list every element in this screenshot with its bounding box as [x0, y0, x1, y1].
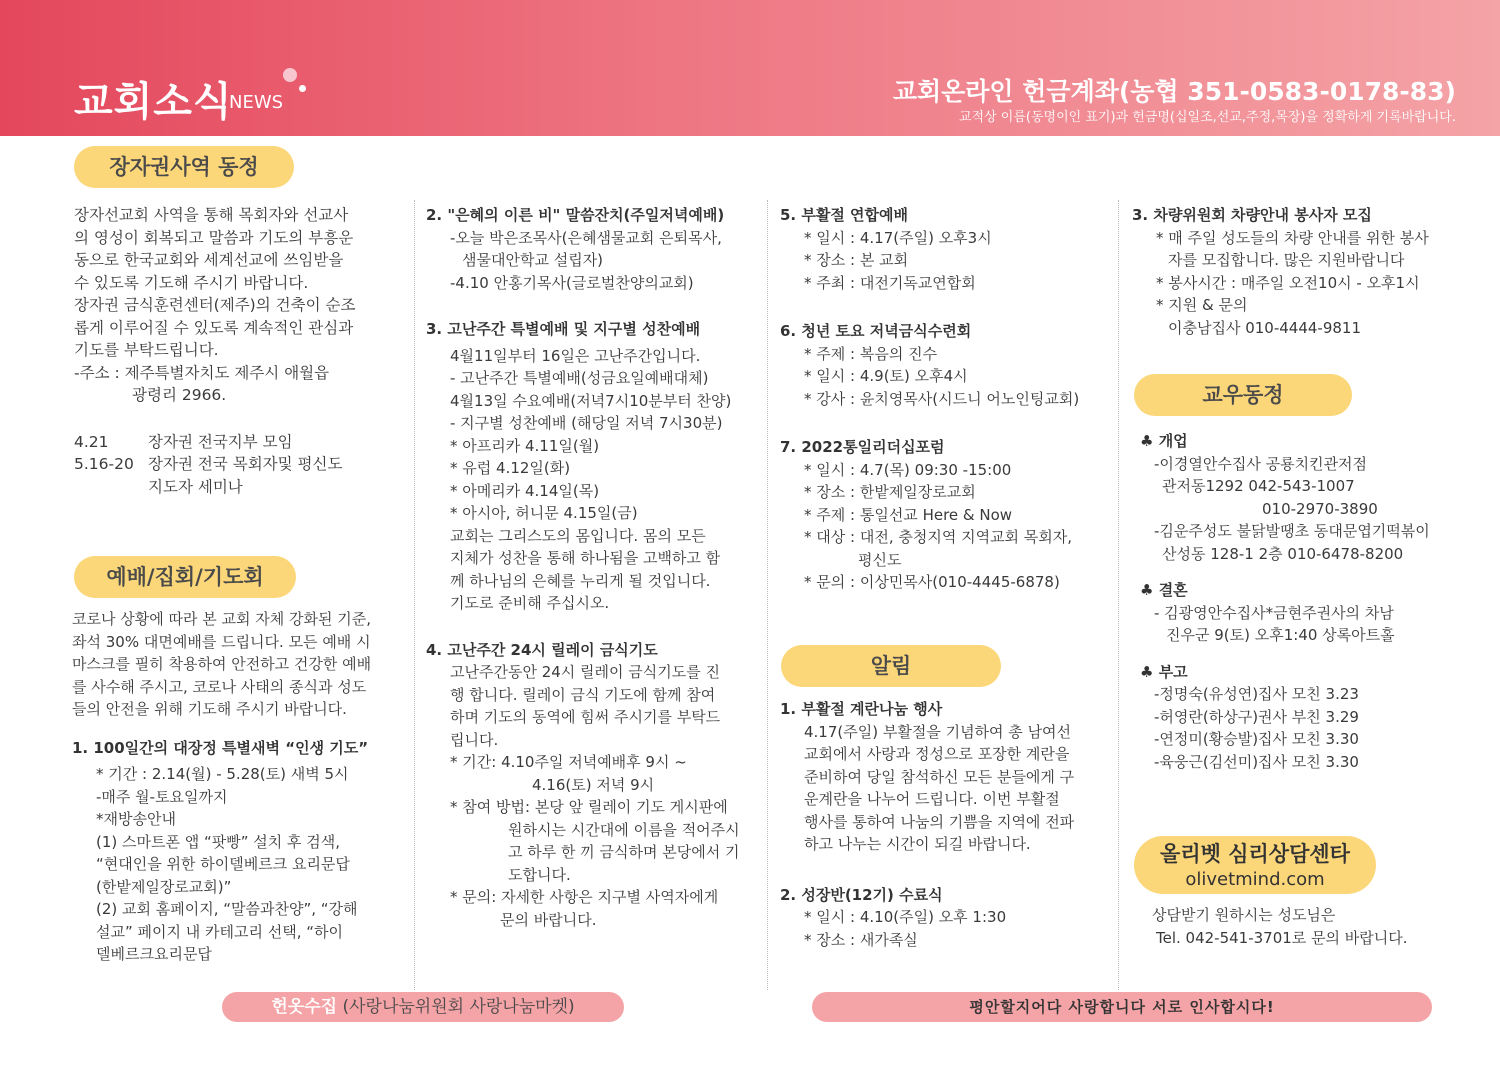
- text-line: 샘물대안학교 설립자): [462, 251, 604, 269]
- text-line: ♣ 개업: [1140, 432, 1188, 450]
- club-icon: ♣: [1140, 662, 1154, 681]
- text-line: - 고난주간 특별예배(성금요일예배대체): [450, 369, 709, 387]
- text-line: - 지구별 성찬예배 (해당일 저녁 7시30분): [450, 414, 723, 432]
- text-line: * 일시 : 4.9(토) 오후4시: [804, 367, 968, 385]
- text-line: 자를 모집합니다. 많은 지원바랍니다: [1168, 251, 1405, 269]
- item-title: 6. 청년 토요 저녁금식수련회: [780, 322, 972, 340]
- text-line: -이경열안수집사 공룡치킨관저점: [1154, 454, 1368, 473]
- text-line: 를 사수해 주시고, 코로나 사태의 종식과 성도: [72, 677, 367, 696]
- text-line: 4월11일부터 16일은 고난주간입니다.: [450, 346, 701, 365]
- greeting-banner: 평안할지어다 사랑합니다 서로 인사합시다!: [812, 992, 1432, 1022]
- text-line: (2) 교회 홈페이지, “말씀과찬양”, “강해: [96, 900, 358, 918]
- text-line: 좌석 30% 대면예배를 드립니다. 모든 예배 시: [72, 632, 371, 651]
- notice-section: [780, 698, 1116, 951]
- text-line: * 장소 : 한밭제일장로교회: [804, 483, 976, 501]
- item-title: 1. 부활절 계란나눔 행사: [780, 700, 943, 718]
- text-line: * 일시 : 4.10(주일) 오후 1:30: [804, 908, 1007, 926]
- text-line: -주소 : 제주특별자치도 제주시 애월읍: [74, 363, 330, 382]
- event-row: 5.16-20 장자권 전국 목회자및 평신도: [74, 455, 343, 473]
- text-line: 산성동 128-1 2층 010-6478-8200: [1162, 544, 1404, 563]
- text-line: 고난주간동안 24시 릴레이 금식기도를 진: [450, 663, 721, 681]
- event-row: 지도자 세미나: [148, 477, 243, 496]
- text-line: 하며 기도의 동역에 힘써 주시기를 부탁드: [450, 708, 721, 726]
- column-divider: [414, 200, 415, 990]
- counseling-center-badge: [1134, 836, 1376, 894]
- counseling-center-url: olivetmind.com: [1185, 869, 1325, 890]
- text-line: * 주제 : 통일선교 Here & Now: [804, 505, 1013, 524]
- members-section: [1140, 430, 1476, 773]
- clothes-collection-highlight: 헌옷수집: [271, 997, 338, 1017]
- text-line: 진우군 9(토) 오후1:40 상록아트홀: [1166, 626, 1395, 644]
- text-line: -육웅근(김선미)집사 모친 3.30: [1154, 752, 1359, 771]
- item-title: 5. 부활절 연합예배: [780, 206, 909, 224]
- text-line: ♣ 부고: [1140, 662, 1188, 681]
- text-line: * 유럽 4.12일(화): [450, 459, 571, 477]
- text-line: 기도로 준비해 주십시오.: [450, 594, 610, 612]
- text-line: 의 영성이 회복되고 말씀과 기도의 부흥운: [74, 228, 354, 247]
- text-line: 설교” 페이지 내 카테고리 선택, “하이: [96, 922, 344, 941]
- text-line: * 문의 : 이상민목사(010-4445-6878): [804, 573, 1060, 591]
- text-line: * 기간: 4.10주일 저녁예배후 9시 ~: [450, 753, 687, 771]
- text-line: 델베르크요리문답: [96, 945, 212, 963]
- text-line: 평신도: [858, 550, 902, 569]
- counseling-center-name: 올리벳 심리상담센타: [1160, 842, 1350, 866]
- text-line: 4.16(토) 저녁 9시: [532, 775, 655, 794]
- page-subtitle: NEWS: [229, 92, 284, 113]
- text-line: 행 합니다. 릴레이 금식 기도에 함께 참여: [450, 685, 716, 704]
- text-line: 이충남집사 010-4444-9811: [1168, 318, 1362, 337]
- text-line: * 아프리카 4.11일(월): [450, 436, 600, 455]
- club-icon: ♣: [1140, 432, 1154, 450]
- clothes-collection-banner: [222, 992, 624, 1022]
- text-line: * 지원 & 문의: [1156, 296, 1248, 314]
- text-line: * 참여 방법: 본당 앞 릴레이 기도 게시판에: [450, 798, 728, 816]
- item-title: 2. 성장반(12기) 수료식: [780, 885, 943, 904]
- offering-account: 교회온라인 헌금계좌(농협 351-0583-0178-83): [892, 77, 1456, 106]
- text-line: * 문의: 자세한 사항은 지구별 사역자에게: [450, 888, 719, 906]
- header-banner: [0, 0, 1500, 136]
- column-divider: [767, 200, 768, 990]
- counseling-info: [1152, 904, 1472, 949]
- text-line: 마스크를 필히 착용하여 안전하고 건강한 예배: [72, 655, 372, 673]
- item-title: 7. 2022통일리더십포럼: [780, 438, 945, 456]
- text-line: 상담받기 원하시는 성도님은: [1152, 906, 1336, 924]
- text-line: * 일시 : 4.7(목) 09:30 -15:00: [804, 460, 1012, 479]
- section-heading-members: 교우동정: [1134, 374, 1352, 416]
- text-line: * 대상 : 대전, 충청지역 지역교회 목회자,: [804, 528, 1073, 546]
- text-line: * 장소 : 새가족실: [804, 930, 918, 949]
- decor-dot-small-icon: [299, 85, 306, 92]
- text-line: 롭게 이루어질 수 있도록 계속적인 관심과: [74, 318, 354, 337]
- text-line: 들의 안전을 위해 기도해 주시기 바랍니다.: [72, 700, 347, 718]
- section-heading-jangja: 장자권사역 동정: [74, 146, 294, 188]
- offering-note: 교적상 이름(동명이인 표기)과 헌금명(십일조,선교,주정,목장)을 정확하게 기록바랍니다.: [958, 110, 1456, 125]
- section-heading-worship: 예배/집회/기도회: [74, 556, 296, 598]
- text-line: * 아메리카 4.14일(목): [450, 481, 600, 500]
- text-line: ♣ 결혼: [1140, 581, 1188, 599]
- text-line: -오늘 박은조목사(은혜샘물교회 은퇴목사,: [450, 228, 722, 247]
- text-line: 고 하루 한 끼 금식하며 본당에서 기: [508, 843, 740, 861]
- text-line: * 기간 : 2.14(월) - 5.28(토) 새벽 5시: [96, 765, 349, 783]
- text-line: - 김광영안수집사*금현주권사의 차남: [1154, 603, 1394, 622]
- section-heading-notice: 알림: [781, 645, 1001, 687]
- text-line: 동으로 한국교회와 세계선교에 쓰임받을: [74, 251, 344, 269]
- text-line: * 강사 : 윤치영목사(시드니 어노인팅교회): [804, 389, 1080, 408]
- text-line: -4.10 안홍기목사(글로벌찬양의교회): [450, 273, 694, 292]
- column-4: [1132, 204, 1472, 339]
- text-line: 지체가 성찬을 통해 하나됨을 고백하고 함: [450, 549, 721, 567]
- text-line: -정명숙(유성연)집사 모친 3.23: [1154, 685, 1359, 703]
- item-title: 4. 고난주간 24시 릴레이 금식기도: [426, 640, 658, 659]
- column-3: [780, 204, 1116, 594]
- text-line: * 주제 : 복음의 진수: [804, 344, 938, 363]
- text-line: 문의 바랍니다.: [500, 910, 597, 929]
- page-title: 교회소식: [74, 79, 233, 125]
- text-line: 관저동1292 042-543-1007: [1162, 477, 1355, 495]
- text-line: (한밭제일장로교회)”: [96, 877, 232, 896]
- text-line: 4.17(주일) 부활절을 기념하여 총 남여선: [804, 722, 1072, 741]
- text-line: 준비하여 당일 참석하신 모든 분들에게 구: [804, 767, 1075, 786]
- jangja-section: [74, 204, 408, 498]
- text-line: 4월13일 수요예배(저녁7시10분부터 찬양): [450, 391, 732, 410]
- club-icon: ♣: [1140, 581, 1154, 599]
- text-line: 도합니다.: [508, 865, 571, 884]
- event-row: 4.21 장자권 전국지부 모임: [74, 432, 293, 451]
- text-line: *재방송안내: [96, 810, 176, 828]
- text-line: -연정미(황승발)집사 모친 3.30: [1154, 730, 1359, 748]
- text-line: (1) 스마트폰 앱 “팟빵” 설치 후 검색,: [96, 832, 341, 851]
- decor-dot-icon: [283, 68, 297, 82]
- worship-section: [72, 608, 408, 966]
- item-title: 1. 100일간의 대장정 특별새벽 “인생 기도”: [72, 738, 369, 757]
- text-line: * 주최 : 대전기독교연합회: [804, 273, 976, 292]
- item-title: 3. 고난주간 특별예배 및 지구별 성찬예배: [426, 320, 701, 338]
- text-line: 행사를 통하여 나눔의 기쁨을 지역에 전파: [804, 812, 1075, 831]
- text-line: -매주 월-토요일까지: [96, 787, 228, 806]
- text-line: * 아시아, 허니문 4.15일(금): [450, 504, 638, 522]
- item-title: 3. 차량위원회 차량안내 봉사자 모집: [1132, 206, 1372, 224]
- text-line: 교회에서 사랑과 정성으로 포장한 계란을: [804, 745, 1070, 763]
- clothes-collection-text: (사랑나눔위원회 사랑나눔마켓): [337, 997, 575, 1017]
- text-line: * 봉사시간 : 매주일 오전10시 - 오후1시: [1156, 273, 1420, 292]
- text-line: 기도를 부탁드립니다.: [74, 341, 219, 359]
- text-line: -김운주성도 불닭발땡초 동대문엽기떡볶이: [1154, 522, 1430, 540]
- text-line: 원하시는 시간대에 이름을 적어주시: [508, 820, 740, 839]
- column-divider: [1118, 200, 1119, 990]
- item-title: 2. "은혜의 이른 비" 말씀잔치(주일저녁예배): [426, 206, 725, 224]
- text-line: * 매 주일 성도들의 차량 안내를 위한 봉사: [1156, 228, 1429, 247]
- text-line: 립니다.: [450, 730, 499, 749]
- column-2: [426, 204, 764, 931]
- text-line: 께 하나님의 은혜를 누리게 될 것입니다.: [450, 571, 711, 590]
- text-line: 장자선교회 사역을 통해 목회자와 선교사: [74, 206, 349, 224]
- text-line: 장자권 금식훈련센터(제주)의 건축이 순조: [74, 296, 356, 314]
- text-line: Tel. 042-541-3701로 문의 바랍니다.: [1156, 928, 1408, 947]
- text-line: * 일시 : 4.17(주일) 오후3시: [804, 228, 992, 247]
- text-line: 광령리 2966.: [132, 386, 227, 404]
- text-line: * 장소 : 본 교회: [804, 251, 909, 269]
- text-line: -허영란(하상구)권사 부친 3.29: [1154, 707, 1359, 726]
- text-line: 운계란을 나누어 드립니다. 이번 부활절: [804, 790, 1060, 808]
- text-line: “현대인을 위한 하이델베르크 요리문답: [96, 855, 350, 873]
- text-line: 교회는 그리스도의 몸입니다. 몸의 모든: [450, 526, 706, 545]
- text-line: 010-2970-3890: [1262, 499, 1378, 518]
- text-line: 수 있도록 기도해 주시기 바랍니다.: [74, 273, 309, 292]
- text-line: 하고 나누는 시간이 되길 바랍니다.: [804, 835, 1031, 853]
- text-line: 코로나 상황에 따라 본 교회 자체 강화된 기준,: [72, 610, 371, 628]
